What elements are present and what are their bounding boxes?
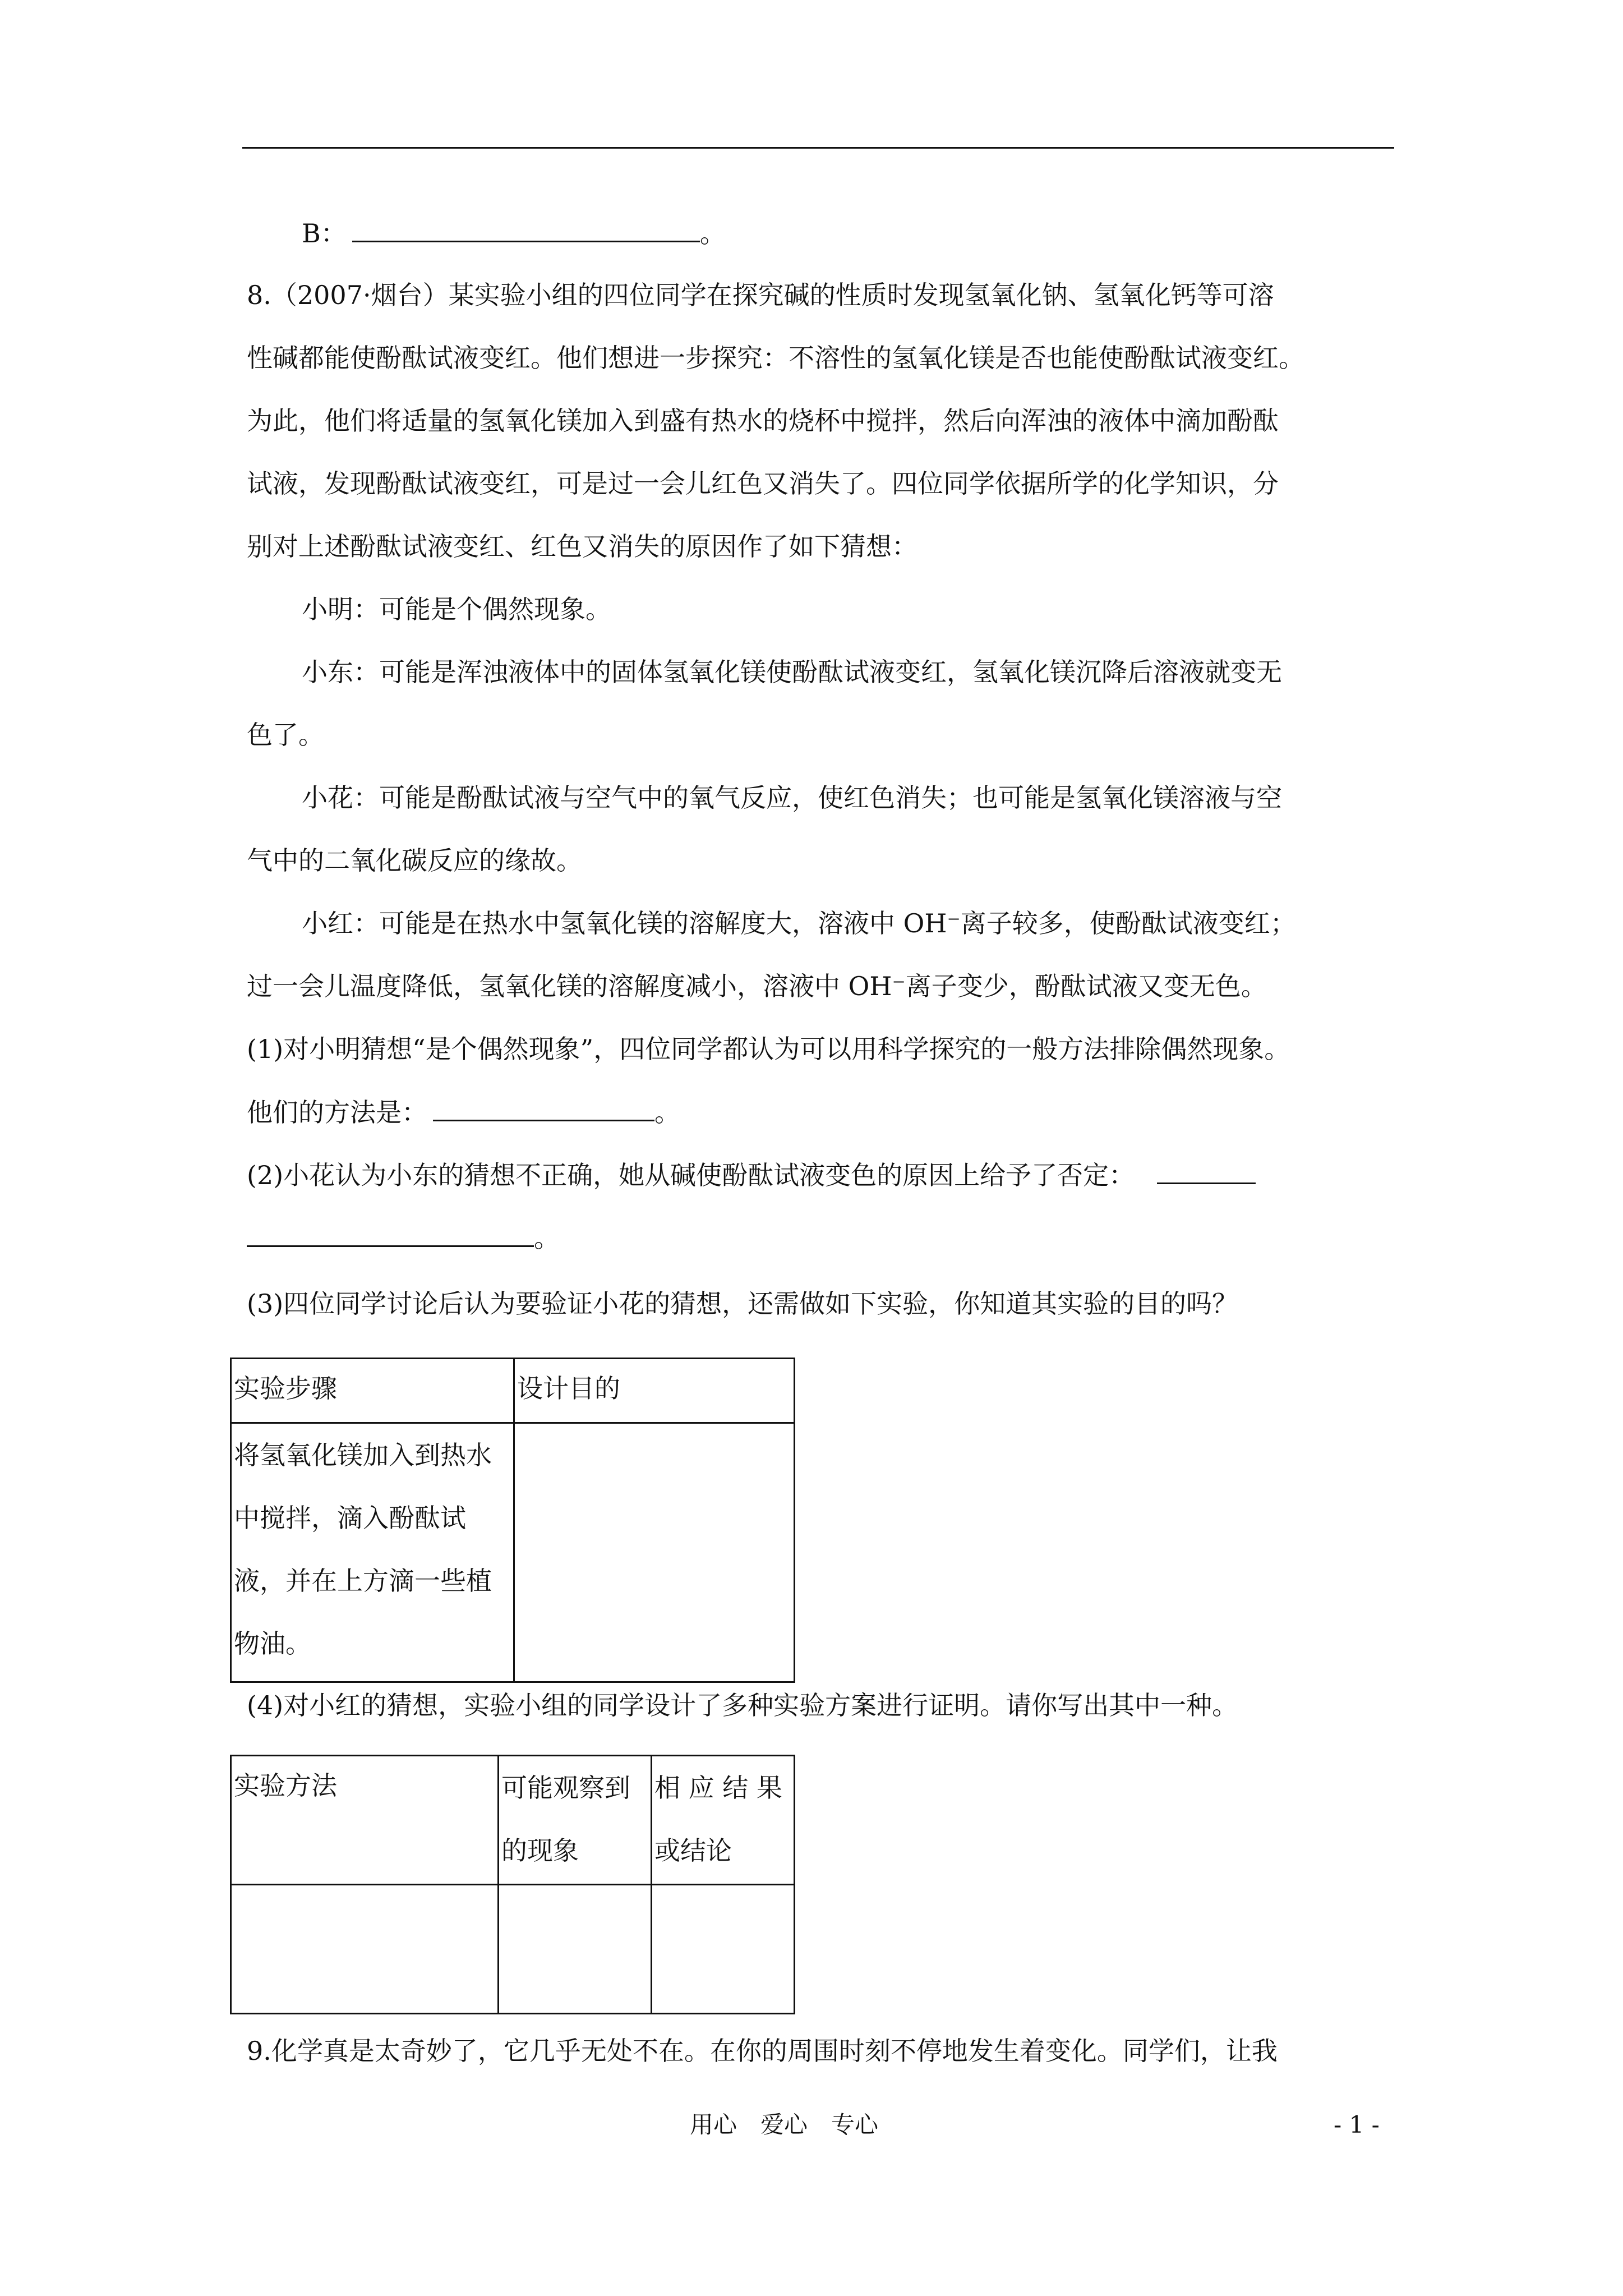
table3-step-cell: 将氢氧化镁加入到热水中搅拌，滴入酚酞试液，并在上方滴一些植物油。 — [231, 1423, 514, 1682]
subquestion-2-line-2: 。 — [247, 1221, 560, 1255]
guess-xiaohua-line-2: 气中的二氧化碳反应的缘故。 — [247, 845, 582, 876]
experiment-purpose-table — [230, 1358, 795, 1683]
table4-header-conclusion: 相 应 结 果或结论 — [652, 1756, 795, 1885]
answer-blank[interactable] — [352, 216, 700, 242]
table3-purpose-cell[interactable] — [514, 1423, 795, 1682]
line-b-answer: B： 。 — [302, 216, 726, 250]
guess-xiaohong-line-2: 过一会儿温度降低，氢氧化镁的溶解度减小，溶液中 OH⁻离子变少，酚酞试液又变无色。 — [247, 971, 1267, 1001]
method-answer-blank[interactable] — [433, 1095, 654, 1121]
subquestion-1-line-1: (1)对小明猜想“是个偶然现象”，四位同学都认为可以用科学探究的一般方法排除偶然现象。 — [247, 1034, 1290, 1064]
table4-method-cell[interactable] — [231, 1885, 499, 2014]
guess-xiaodong-line-1: 小东：可能是浑浊液体中的固体氢氧化镁使酚酞试液变红，氢氧化镁沉降后溶液就变无 — [302, 657, 1282, 687]
reason-answer-blank-start[interactable] — [1157, 1158, 1256, 1184]
question-8-line-3: 为此，他们将适量的氢氧化镁加入到盛有热水的烧杯中搅拌，然后向浑浊的液体中滴加酚酞 — [247, 406, 1279, 436]
question-8-line-5: 别对上述酚酞试液变红、红色又消失的原因作了如下猜想： — [247, 531, 917, 562]
subquestion-1-line-2: 他们的方法是： 。 — [247, 1095, 680, 1129]
guess-xiaodong-line-2: 色了。 — [247, 720, 324, 750]
question-8-line-1: 8.（2007·烟台）某实验小组的四位同学在探究碱的性质时发现氢氧化钠、氢氧化钙等可溶 — [247, 280, 1274, 310]
guess-xiaohong-line-1: 小红：可能是在热水中氢氧化镁的溶解度大，溶液中 OH⁻离子较多，使酚酞试液变红； — [302, 908, 1296, 938]
table3-header-purpose: 设计目的 — [514, 1359, 795, 1423]
reason-answer-blank-end[interactable] — [247, 1221, 534, 1247]
experiment-method-table — [230, 1755, 795, 2014]
subquestion-2-line-1: (2)小花认为小东的猜想不正确，她从碱使酚酞试液变色的原因上给予了否定： — [247, 1158, 1256, 1192]
guess-xiaohua-line-1: 小花：可能是酚酞试液与空气中的氧气反应，使红色消失；也可能是氢氧化镁溶液与空 — [302, 783, 1282, 813]
table4-header-phenomenon: 可能观察到的现象 — [499, 1756, 652, 1885]
question-9: 9.化学真是太奇妙了，它几乎无处不在。在你的周围时刻不停地发生着变化。同学们，让我 — [247, 2036, 1278, 2066]
table3-header-step: 实验步骤 — [231, 1359, 514, 1423]
header-rule — [242, 147, 1394, 149]
subquestion-3: (3)四位同学讨论后认为要验证小花的猜想，还需做如下实验，你知道其实验的目的吗？ — [247, 1289, 1238, 1319]
page-number: - 1 - — [1334, 2111, 1380, 2138]
table4-phenomenon-cell[interactable] — [499, 1885, 652, 2014]
table4-conclusion-cell[interactable] — [652, 1885, 795, 2014]
question-8-line-4: 试液，发现酚酞试液变红，可是过一会儿红色又消失了。四位同学依据所学的化学知识，分 — [247, 468, 1279, 499]
question-8-line-2: 性碱都能使酚酞试液变红。他们想进一步探究：不溶性的氢氧化镁是否也能使酚酞试液变红。 — [247, 343, 1304, 373]
footer-slogan: 用心 爱心 专心 — [690, 2111, 879, 2138]
subquestion-4: (4)对小红的猜想，实验小组的同学设计了多种实验方案进行证明。请你写出其中一种。 — [247, 1690, 1238, 1720]
guess-xiaoming: 小明：可能是个偶然现象。 — [302, 594, 611, 624]
table4-header-method: 实验方法 — [231, 1756, 499, 1885]
